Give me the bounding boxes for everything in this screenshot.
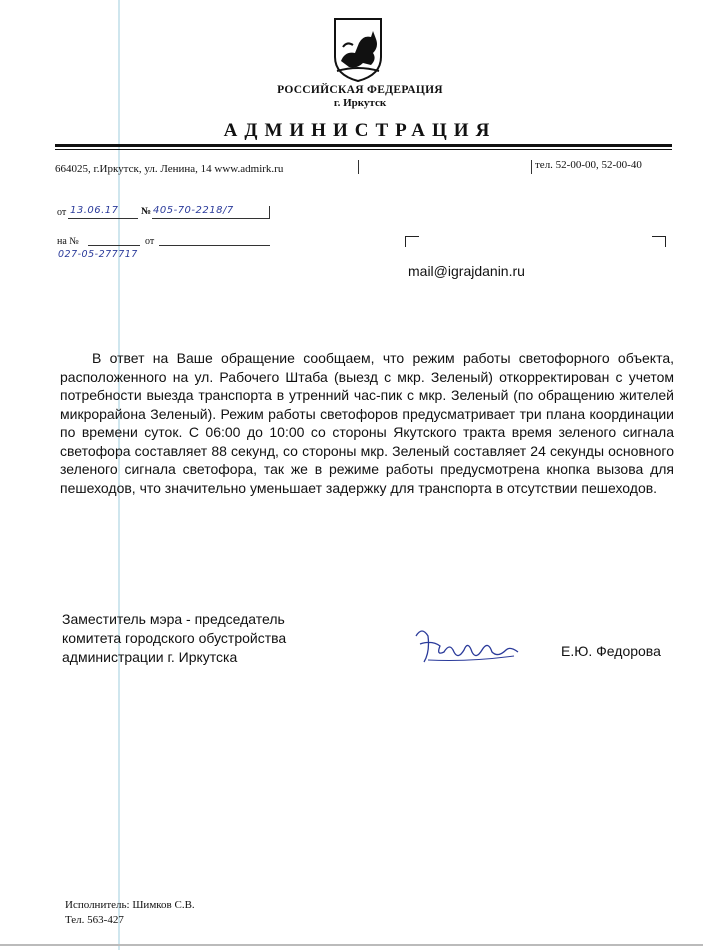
country-name: РОССИЙСКАЯ ФЕДЕРАЦИЯ [277,84,443,96]
signer-name: Е.Ю. Федорова [561,643,661,659]
date-label: от [57,207,67,218]
ref-label: на № [57,236,79,247]
signer-position-line: администрации г. Иркутска [62,649,238,665]
ref-from-label: от [145,236,155,247]
address-field-mark [358,160,359,174]
ref-underline [88,245,140,246]
number-underline [152,218,270,219]
signer-position [62,610,286,667]
addressee-corner-left [405,236,419,247]
coat-of-arms-icon [333,17,383,83]
phone-line: тел. 52-00-00, 52-00-40 [535,159,642,171]
date-value: 13.06.17 [70,205,119,216]
number-value: 405-70-2218/7 [153,205,234,216]
recipient-email: mail@igrajdanin.ru [408,263,525,279]
header-divider-thick [55,144,672,147]
number-field-end [269,206,270,218]
executor-phone: Тел. 563-427 [65,914,124,926]
signer-position-line: Заместитель мэра - председатель [62,611,285,627]
handwritten-signature [410,622,525,674]
number-label: № [141,206,152,217]
city-name: г. Иркутск [333,97,387,109]
header-divider-thin [55,149,672,150]
executor-name: Исполнитель: Шимков С.В. [65,899,195,911]
scan-bottom-edge [0,944,703,946]
signer-position-line: комитета городского обустройства [62,630,287,646]
phone-field-mark [531,160,532,174]
ref-from-underline [159,245,270,246]
ref-value: 027-05-277717 [58,249,138,260]
date-underline [68,218,138,219]
addressee-corner-right [652,236,666,247]
letter-body: В ответ на Ваше обращение сообщаем, что режим работы светофорного объекта, расположенного на ул. Рабочего Штаба (выезд с мкр. Зеленый) откорректирован с учетом потребности выезда транспорта в утренний час-пик с мкр. Зеленый (по обращению жителей микрорайона Зеленый). Режим работы светофоров предусматривает три плана координации по времени суток. С 06:00 до 10:00 со стороны Якутского тракта время зеленого сигнала светофора составляет 88 секунд, со стороны мкр. Зеленый составляет 24 секунды основного зеленого сигнала светофора, так же в режиме работы предусмотрена кнопка вызова для пешеходов, что значительно уменьшает задержку для транспорта в отсутствии пешеходов. [60,350,674,496]
address-line: 664025, г.Иркутск, ул. Ленина, 14 www.admirk.ru [55,163,284,175]
executor-block [65,898,195,928]
office-title: АДМИНИСТРАЦИЯ [223,120,497,141]
